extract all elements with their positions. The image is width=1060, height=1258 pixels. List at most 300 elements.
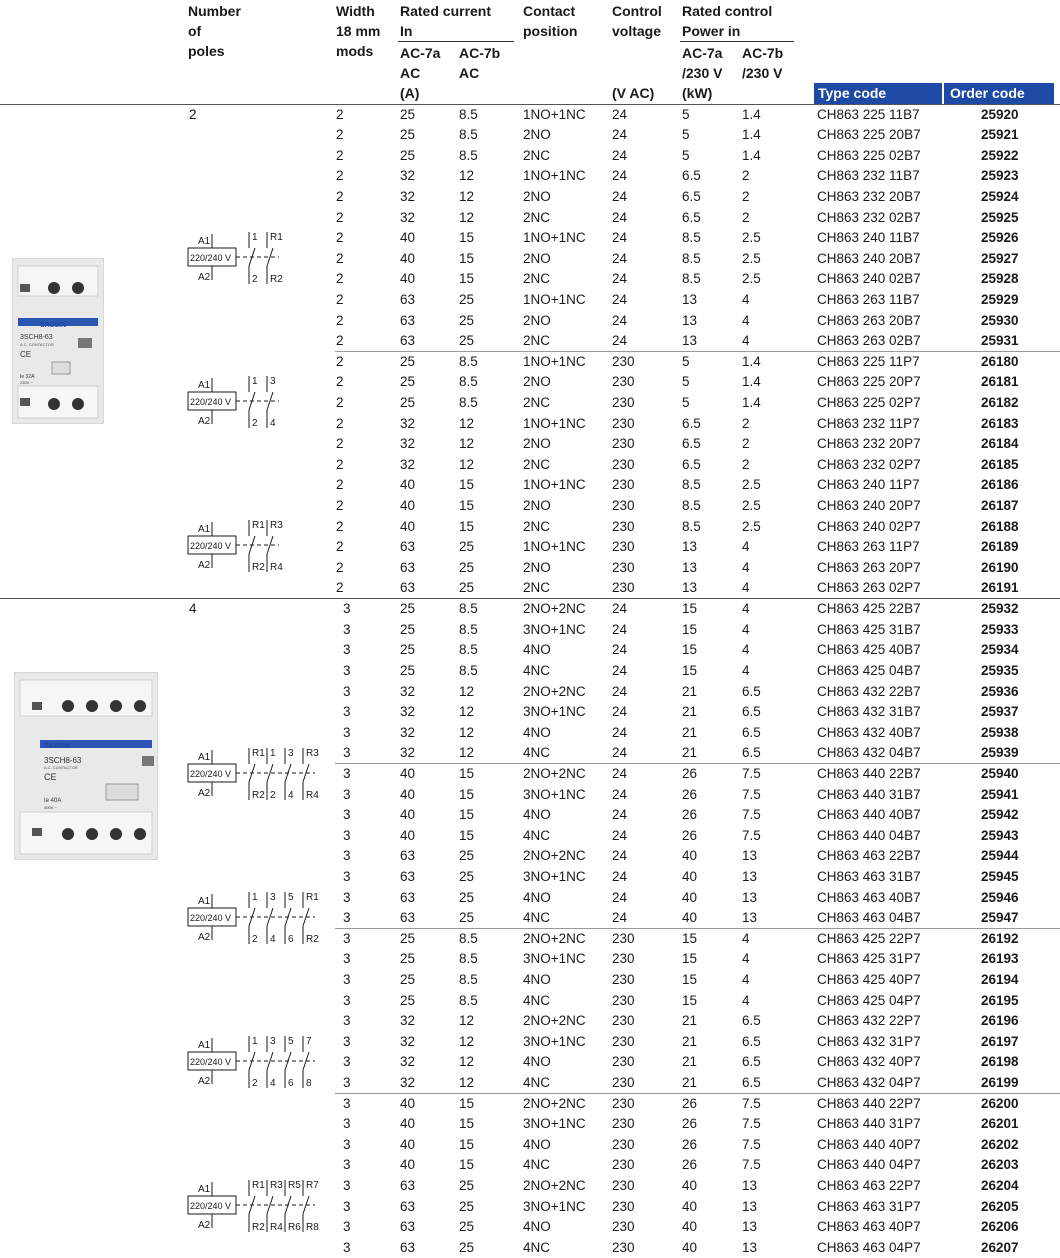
control-voltage-cell: 24	[612, 889, 628, 905]
ac7b-power-cell: 1.4	[742, 374, 761, 390]
contact-position-cell: 4NO	[523, 807, 551, 823]
ac7b-current-cell: 8.5	[459, 951, 478, 967]
ac7b-current-cell: 12	[459, 1075, 475, 1090]
rule-power	[680, 41, 794, 42]
ac7b-current-cell: 15	[459, 477, 475, 493]
width-cell: 2	[336, 230, 344, 246]
ac7b-power-cell: 2	[742, 209, 750, 225]
ac7a-power-cell: 6.5	[682, 188, 701, 204]
contact-top-label: R3	[306, 748, 319, 759]
a1-label: A1	[198, 236, 211, 247]
control-voltage-cell: 230	[612, 497, 635, 513]
coil-label: 220/240 V	[190, 769, 232, 779]
contact-bottom-label: R2	[306, 934, 319, 945]
ac7a-current-cell: 25	[400, 642, 416, 658]
type-code-cell: CH863 232 11P7	[817, 415, 920, 431]
ac7a-power-cell: 21	[682, 1075, 698, 1090]
ac7a-current-cell: 40	[400, 766, 416, 781]
ac7a-current-cell: 63	[400, 869, 416, 884]
ac7b-current-cell: 25	[459, 889, 475, 905]
ac7a-current-cell: 40	[400, 786, 416, 802]
ac7b-current-cell: 25	[459, 291, 475, 307]
ac7b-power-cell: 2.5	[742, 230, 761, 246]
width-cell: 2	[336, 147, 344, 163]
a1-label: A1	[198, 380, 211, 391]
control-voltage-cell: 24	[612, 312, 628, 328]
contact-top-label: 1	[252, 232, 258, 243]
ac7a-power-cell: 26	[682, 1136, 698, 1152]
ac7b-current-cell: 8.5	[459, 106, 478, 122]
header-rated-current: Rated current In	[400, 3, 492, 39]
order-code-cell: 26195	[981, 992, 1019, 1008]
ac7b-power-cell: 2	[742, 415, 750, 431]
order-code-cell: 26197	[981, 1033, 1019, 1049]
contact-position-cell: 2NC	[523, 209, 551, 225]
contact-position-cell: 4NO	[523, 1219, 551, 1235]
ac7a-current-cell: 40	[400, 1136, 416, 1152]
contact-bottom-label: R2	[252, 562, 265, 573]
ac7b-power-cell: 6.5	[742, 1054, 761, 1070]
ac7a-power-cell: 26	[682, 827, 698, 843]
control-voltage-cell: 24	[612, 230, 628, 246]
ac7a-current-cell: 32	[400, 683, 416, 699]
poles-label-4: 4	[189, 601, 197, 616]
ac7b-current-cell: 12	[459, 1013, 475, 1029]
type-code-cell: CH863 432 40B7	[817, 724, 921, 740]
contact-bottom-label: R4	[270, 1222, 283, 1233]
control-voltage-cell: 230	[612, 992, 635, 1008]
type-code-cell: CH863 432 40P7	[817, 1054, 921, 1070]
header-contact: Contact position	[523, 3, 578, 39]
product-subtitle: A.C. CONTACTOR	[44, 765, 78, 770]
order-code-cell: 25925	[981, 209, 1019, 225]
product-subtitle: A.C. CONTACTOR	[20, 342, 54, 347]
ac7b-power-cell: 4	[742, 951, 750, 967]
ac7b-current-cell: 12	[459, 456, 475, 472]
contact-position-cell: 2NC	[523, 147, 551, 163]
order-code-cell: 26192	[981, 930, 1019, 946]
ac7b-power-cell: 6.5	[742, 724, 761, 740]
ac7b-power-cell: 2.5	[742, 250, 761, 266]
type-code-cell: CH863 440 31P7	[817, 1116, 921, 1132]
product-voltage: 400V ~	[44, 805, 57, 810]
contact-blade	[249, 248, 255, 266]
type-code-cell: CH863 463 40B7	[817, 889, 921, 905]
contact-position-cell: 1NO+1NC	[523, 539, 586, 555]
type-code-cell: CH863 432 22P7	[817, 1013, 921, 1029]
contact-blade	[249, 1196, 255, 1214]
ac7b-current-cell: 8.5	[459, 127, 478, 143]
control-voltage-cell: 24	[612, 663, 628, 678]
width-cell: 2	[336, 539, 344, 555]
header-type-code: Type code	[814, 83, 942, 104]
ac7a-current-cell: 25	[400, 127, 416, 143]
contact-position-cell: 2NO	[523, 559, 551, 575]
ac7a-current-cell: 63	[400, 539, 416, 555]
coil-label: 220/240 V	[190, 253, 232, 263]
control-voltage-cell: 24	[612, 745, 628, 761]
order-code-cell: 25943	[981, 827, 1019, 843]
group-separator-b	[335, 763, 1060, 764]
order-code-cell: 26205	[981, 1198, 1019, 1214]
ac7b-power-cell: 6.5	[742, 683, 761, 699]
contact-position-cell: 2NC	[523, 580, 551, 596]
ac7a-current-cell: 32	[400, 1075, 416, 1090]
order-code-cell: 25940	[981, 766, 1019, 781]
type-code-cell: CH863 440 22P7	[817, 1095, 921, 1111]
ac7a-current-cell: 32	[400, 456, 416, 472]
order-code-cell: 26181	[981, 374, 1019, 390]
ac7a-power-cell: 13	[682, 539, 698, 555]
contact-position-cell: 4NC	[523, 992, 551, 1008]
width-cell: 2	[336, 374, 344, 390]
contact-bottom-label: 4	[270, 934, 276, 945]
ac7b-power-cell: 7.5	[742, 827, 761, 843]
order-code-cell: 26187	[981, 497, 1019, 513]
contact-top-label: R1	[252, 520, 265, 531]
a2-label: A2	[198, 416, 211, 427]
ac7b-power-cell: 7.5	[742, 807, 761, 823]
control-voltage-cell: 230	[612, 1136, 635, 1152]
type-code-cell: CH863 263 20B7	[817, 312, 921, 328]
ac7a-current-cell: 63	[400, 1198, 416, 1214]
ac7b-power-cell: 13	[742, 1178, 758, 1193]
control-voltage-cell: 230	[612, 1219, 635, 1235]
ac7a-power-cell: 13	[682, 312, 698, 328]
order-code-cell: 25945	[981, 869, 1019, 884]
width-cell: 2	[336, 559, 344, 575]
control-voltage-cell: 24	[612, 766, 628, 781]
ac7b-power-cell: 13	[742, 848, 758, 864]
contact-top-label: R1	[252, 748, 265, 759]
ac7b-power-cell: 7.5	[742, 1095, 761, 1111]
type-code-cell: CH863 425 04B7	[817, 663, 921, 678]
contact-blade	[249, 1052, 255, 1070]
ac7a-current-cell: 63	[400, 333, 416, 349]
ac7b-power-cell: 4	[742, 930, 750, 946]
contact-position-cell: 2NC	[523, 394, 551, 410]
width-cell: 2	[336, 580, 344, 596]
width-cell: 3	[343, 786, 351, 802]
wiring-diagram	[187, 1176, 333, 1240]
contact-position-cell: 2NO	[523, 127, 551, 143]
width-cell: 3	[343, 1198, 351, 1214]
type-code-cell: CH863 232 11B7	[817, 168, 920, 184]
order-code-cell: 26202	[981, 1136, 1019, 1152]
type-code-cell: CH863 263 11P7	[817, 539, 920, 555]
header-ac7b-power: AC-7b /230 V	[742, 45, 784, 81]
ac7b-current-cell: 12	[459, 683, 475, 699]
ac7b-current-cell: 25	[459, 869, 475, 884]
order-code-cell: 26185	[981, 456, 1019, 472]
type-code-cell: CH863 225 11B7	[817, 106, 920, 122]
width-cell: 2	[336, 353, 344, 369]
ac7a-current-cell: 32	[400, 724, 416, 740]
ac7a-power-cell: 15	[682, 621, 698, 637]
ac7a-current-cell: 63	[400, 910, 416, 926]
control-voltage-cell: 230	[612, 930, 635, 946]
product-ce-mark: CE	[44, 772, 57, 782]
width-cell: 3	[343, 1239, 351, 1255]
ac7a-current-cell: 32	[400, 1033, 416, 1049]
ac7b-current-cell: 8.5	[459, 394, 478, 410]
contact-bottom-label: 2	[252, 418, 258, 429]
contact-blade	[249, 764, 255, 782]
contact-bottom-label: 2	[270, 790, 276, 801]
type-code-cell: CH863 440 31B7	[817, 786, 921, 802]
contact-position-cell: 2NO+2NC	[523, 930, 586, 946]
ac7a-current-cell: 25	[400, 353, 416, 369]
width-cell: 3	[343, 827, 351, 843]
order-code-cell: 25930	[981, 312, 1019, 328]
ac7a-power-cell: 13	[682, 580, 698, 596]
a1-label: A1	[198, 1184, 211, 1195]
contact-position-cell: 2NC	[523, 456, 551, 472]
order-code-cell: 25922	[981, 147, 1019, 163]
type-code-cell: CH863 440 04B7	[817, 827, 921, 843]
control-voltage-cell: 230	[612, 972, 635, 987]
control-voltage-cell: 24	[612, 724, 628, 740]
contact-position-cell: 4NO	[523, 889, 551, 905]
type-code-cell: CH863 263 20P7	[817, 559, 921, 575]
control-voltage-cell: 24	[612, 333, 628, 349]
width-cell: 3	[343, 1178, 351, 1193]
ac7b-current-cell: 15	[459, 1136, 475, 1152]
control-voltage-cell: 24	[612, 291, 628, 307]
order-code-cell: 25928	[981, 271, 1019, 287]
type-code-cell: CH863 240 11P7	[817, 477, 920, 493]
ac7a-power-cell: 5	[682, 147, 690, 163]
ac7a-power-cell: 26	[682, 786, 698, 802]
type-code-cell: CH863 225 20B7	[817, 127, 921, 143]
ac7b-current-cell: 8.5	[459, 992, 478, 1008]
width-cell: 2	[336, 436, 344, 452]
contact-top-label: 1	[252, 376, 258, 387]
group-separator-c	[335, 928, 1060, 929]
width-cell: 3	[343, 910, 351, 926]
ac7a-current-cell: 25	[400, 930, 416, 946]
ac7b-power-cell: 13	[742, 1219, 758, 1235]
order-code-cell: 26184	[981, 436, 1019, 452]
type-code-cell: CH863 240 02B7	[817, 271, 921, 287]
control-voltage-cell: 24	[612, 786, 628, 802]
product-rating: Ie 40A	[44, 798, 62, 804]
control-voltage-cell: 24	[612, 642, 628, 658]
order-code-cell: 26200	[981, 1095, 1019, 1111]
ac7b-power-cell: 1.4	[742, 353, 761, 369]
ac7b-current-cell: 8.5	[459, 930, 478, 946]
contact-bottom-label: 2	[252, 1078, 258, 1089]
width-cell: 2	[336, 456, 344, 472]
type-code-cell: CH863 425 22B7	[817, 601, 921, 617]
ac7a-power-cell: 40	[682, 848, 698, 864]
ac7b-current-cell: 25	[459, 559, 475, 575]
header-width: Width 18 mm mods	[336, 3, 381, 59]
width-cell: 3	[343, 621, 351, 637]
contact-position-cell: 4NC	[523, 910, 551, 926]
header-ac7b-current: AC-7b AC	[459, 45, 501, 81]
order-code-cell: 26194	[981, 972, 1019, 987]
type-code-cell: CH863 440 40B7	[817, 807, 921, 823]
contact-bottom-label: 4	[270, 418, 276, 429]
order-code-cell: 25927	[981, 250, 1019, 266]
a2-label: A2	[198, 560, 211, 571]
ac7b-current-cell: 12	[459, 1033, 475, 1049]
ac7a-current-cell: 40	[400, 518, 416, 534]
control-voltage-cell: 24	[612, 127, 628, 143]
ac7b-current-cell: 15	[459, 250, 475, 266]
order-code-cell: 25924	[981, 188, 1019, 204]
ac7b-current-cell: 15	[459, 1095, 475, 1111]
order-code-cell: 25938	[981, 724, 1019, 740]
contact-position-cell: 4NC	[523, 663, 551, 678]
width-cell: 3	[343, 1136, 351, 1152]
ac7a-power-cell: 15	[682, 930, 698, 946]
ac7b-current-cell: 12	[459, 168, 475, 184]
ac7b-current-cell: 15	[459, 271, 475, 287]
ac7a-current-cell: 32	[400, 168, 416, 184]
a2-label: A2	[198, 1220, 211, 1231]
type-code-cell: CH863 463 31B7	[817, 869, 921, 884]
width-cell: 3	[343, 1075, 351, 1090]
contact-position-cell: 3NO+1NC	[523, 786, 586, 802]
control-voltage-cell: 24	[612, 147, 628, 163]
contact-bottom-label: 6	[288, 1078, 294, 1089]
type-code-cell: CH863 425 31P7	[817, 951, 921, 967]
contact-position-cell: 4NO	[523, 1054, 551, 1070]
width-cell: 2	[336, 394, 344, 410]
ac7a-power-cell: 13	[682, 333, 698, 349]
ac7a-power-cell: 21	[682, 724, 698, 740]
type-code-cell: CH863 232 20B7	[817, 188, 921, 204]
type-code-cell: CH863 240 20B7	[817, 250, 921, 266]
ac7a-current-cell: 40	[400, 807, 416, 823]
contact-position-cell: 2NO	[523, 497, 551, 513]
a1-label: A1	[198, 896, 211, 907]
control-voltage-cell: 24	[612, 209, 628, 225]
ac7b-power-cell: 6.5	[742, 1033, 761, 1049]
ac7a-power-cell: 5	[682, 374, 690, 390]
ac7b-current-cell: 25	[459, 1219, 475, 1235]
ac7b-current-cell: 8.5	[459, 663, 478, 678]
contact-position-cell: 1NO+1NC	[523, 353, 586, 369]
order-code-cell: 25935	[981, 663, 1019, 678]
contact-top-label: 3	[288, 748, 294, 759]
product-voltage: 230V ~	[20, 380, 33, 385]
contact-bottom-label: R2	[252, 790, 265, 801]
ac7a-current-cell: 63	[400, 848, 416, 864]
ac7a-power-cell: 15	[682, 951, 698, 967]
ac7b-current-cell: 8.5	[459, 601, 478, 617]
ac7b-current-cell: 25	[459, 1198, 475, 1214]
ac7b-current-cell: 25	[459, 910, 475, 926]
coil-label: 220/240 V	[190, 541, 232, 551]
ac7a-power-cell: 40	[682, 1178, 698, 1193]
control-voltage-cell: 24	[612, 683, 628, 699]
contact-position-cell: 2NO+2NC	[523, 1178, 586, 1193]
order-code-cell: 26196	[981, 1013, 1019, 1029]
ac7b-power-cell: 2.5	[742, 271, 761, 287]
wiring-diagram	[187, 744, 333, 808]
ac7a-current-cell: 63	[400, 559, 416, 575]
ac7b-current-cell: 8.5	[459, 147, 478, 163]
ac7b-current-cell: 25	[459, 1239, 475, 1255]
contact-top-label: R1	[270, 232, 283, 243]
contact-position-cell: 2NO	[523, 188, 551, 204]
type-code-cell: CH863 425 40P7	[817, 972, 921, 987]
product-model: 3SCH8-63	[44, 756, 82, 765]
contact-position-cell: 3NO+1NC	[523, 1198, 586, 1214]
ac7b-power-cell: 2.5	[742, 497, 761, 513]
type-code-cell: CH863 225 11P7	[817, 353, 920, 369]
ac7b-current-cell: 15	[459, 786, 475, 802]
width-cell: 3	[343, 972, 351, 987]
header-ac7a-power: AC-7a /230 V (kW)	[682, 45, 723, 101]
control-voltage-cell: 230	[612, 1013, 635, 1029]
contact-top-label: 5	[288, 892, 294, 903]
type-code-cell: CH863 432 31B7	[817, 704, 921, 720]
control-voltage-cell: 24	[612, 188, 628, 204]
type-code-cell: CH863 240 02P7	[817, 518, 921, 534]
ac7b-power-cell: 1.4	[742, 106, 761, 122]
contact-blade	[249, 392, 255, 410]
ac7a-power-cell: 26	[682, 1157, 698, 1173]
contact-position-cell: 4NO	[523, 724, 551, 740]
width-cell: 3	[343, 930, 351, 946]
contactor-2-pole-image	[12, 258, 104, 424]
contact-position-cell: 2NO	[523, 436, 551, 452]
order-code-cell: 25934	[981, 642, 1019, 658]
ac7b-power-cell: 4	[742, 291, 750, 307]
ac7b-power-cell: 13	[742, 1239, 758, 1255]
ac7a-power-cell: 40	[682, 1198, 698, 1214]
ac7a-power-cell: 40	[682, 889, 698, 905]
control-voltage-cell: 24	[612, 704, 628, 720]
control-voltage-cell: 230	[612, 580, 635, 596]
contact-position-cell: 1NO+1NC	[523, 106, 586, 122]
ac7b-power-cell: 6.5	[742, 745, 761, 761]
ac7a-current-cell: 32	[400, 188, 416, 204]
ac7a-power-cell: 21	[682, 683, 698, 699]
width-cell: 2	[336, 518, 344, 534]
coil-label: 220/240 V	[190, 913, 232, 923]
type-code-cell: CH863 463 22P7	[817, 1178, 921, 1193]
control-voltage-cell: 230	[612, 1116, 635, 1132]
width-cell: 2	[336, 333, 344, 349]
type-code-cell: CH863 463 04B7	[817, 910, 921, 926]
control-voltage-cell: 24	[612, 106, 628, 122]
order-code-cell: 25923	[981, 168, 1019, 184]
ac7b-power-cell: 6.5	[742, 1013, 761, 1029]
type-code-cell: CH863 432 04B7	[817, 745, 921, 761]
type-code-cell: CH863 225 02P7	[817, 394, 921, 410]
order-code-cell: 25921	[981, 127, 1019, 143]
control-voltage-cell: 230	[612, 477, 635, 493]
contact-top-label: R5	[288, 1180, 301, 1191]
control-voltage-cell: 24	[612, 869, 628, 884]
type-code-cell: CH863 263 02P7	[817, 580, 921, 596]
ac7b-current-cell: 25	[459, 848, 475, 864]
ac7a-power-cell: 5	[682, 394, 690, 410]
ac7a-power-cell: 13	[682, 291, 698, 307]
width-cell: 3	[343, 1116, 351, 1132]
ac7b-power-cell: 7.5	[742, 1116, 761, 1132]
ac7a-power-cell: 6.5	[682, 436, 701, 452]
ac7a-current-cell: 40	[400, 250, 416, 266]
ac7b-power-cell: 7.5	[742, 1136, 761, 1152]
contact-top-label: 1	[252, 1036, 258, 1047]
ac7b-power-cell: 13	[742, 910, 758, 926]
